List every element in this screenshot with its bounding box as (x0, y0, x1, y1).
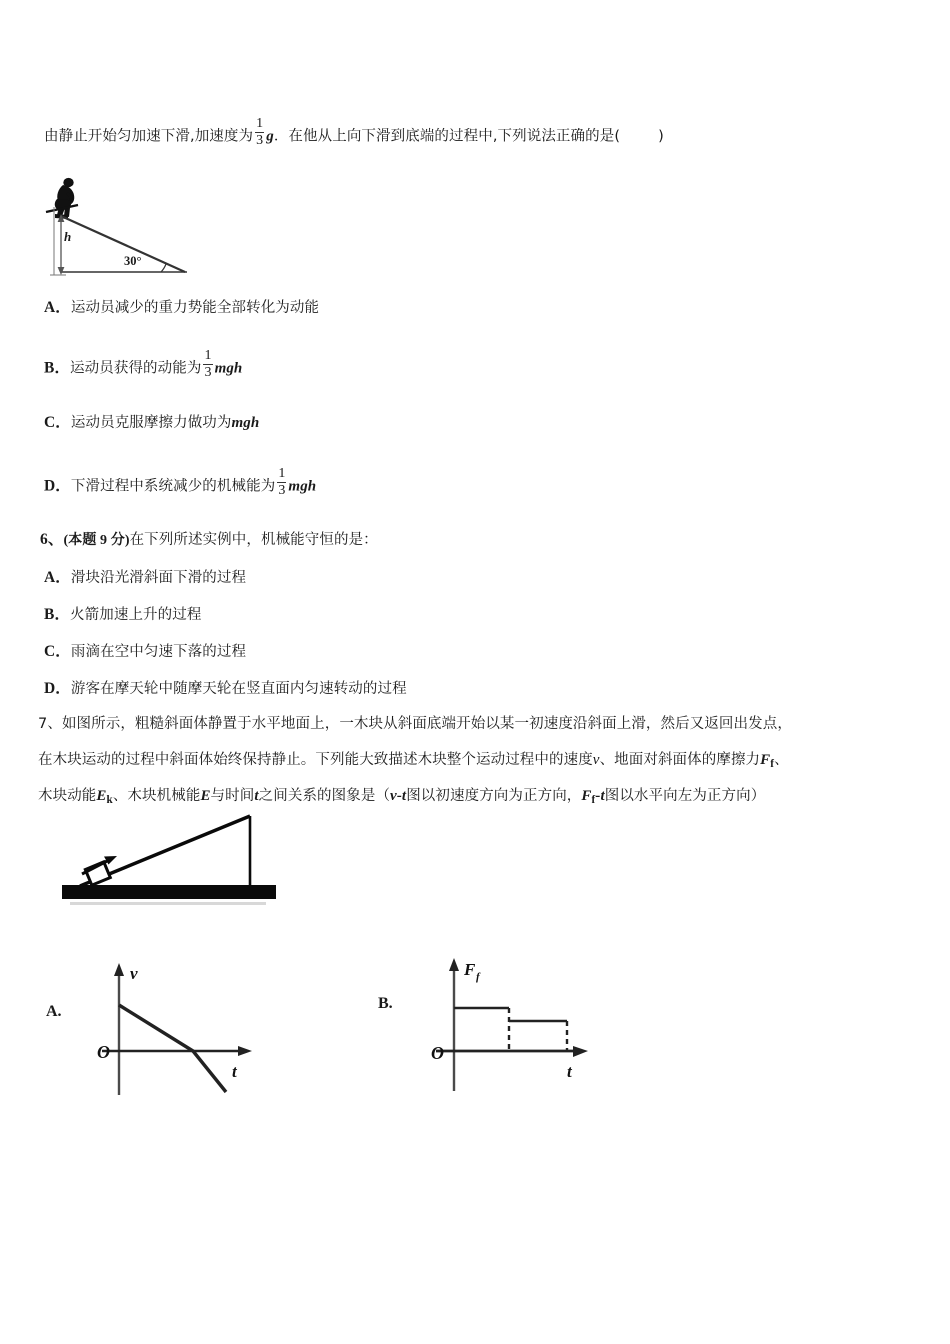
fraction-denominator: 3 (204, 365, 212, 381)
skier-silhouette (55, 178, 75, 219)
hyphen-2: - (595, 788, 601, 804)
option-d-text: 游客在摩天轮中随摩天轮在竖直面内匀速转动的过程 (70, 681, 407, 697)
question6-option-a[interactable] (44, 567, 246, 589)
question7-line2-text: 在木块运动的过程中斜面体始终保持静止。下列能大致描述木块整个运动过程中的速度 (38, 752, 593, 768)
option-a-text: 运动员减少的重力势能全部转化为动能 (70, 300, 320, 316)
question7-line2-text-c: 、 (774, 752, 789, 768)
y-axis-label: F (464, 960, 476, 979)
height-label: h (64, 229, 72, 244)
skier-incline-diagram (44, 172, 224, 287)
question7-line3-text-b: 、木块机械能 (112, 788, 201, 804)
incline-surface (61, 216, 185, 272)
question7-line3-text-c: 与时间 (210, 788, 255, 804)
symbol-v-2: v (390, 788, 397, 804)
fraction-denominator: 3 (256, 133, 264, 149)
question7-graph-option-a[interactable] (46, 955, 296, 1100)
symbol-t-3: t (600, 788, 605, 804)
option-d-suffix: mgh (288, 478, 317, 495)
origin-label: O (431, 1043, 444, 1063)
y-axis-arrowhead (449, 958, 459, 971)
x-axis-label: t (232, 1062, 237, 1081)
question6-points: (本题 9 分) (63, 533, 130, 548)
symbol-friction-force: F (760, 752, 771, 768)
question6-option-c[interactable] (44, 641, 246, 663)
velocity-curve (119, 1005, 226, 1092)
incline-block-diagram (58, 812, 298, 924)
option-b-text: 火箭加速上升的过程 (70, 607, 202, 623)
graph-option-b-label: B. (378, 995, 393, 1012)
fraction-denominator: 3 (278, 483, 286, 499)
question6-stem (40, 529, 378, 551)
angle-arc (161, 264, 166, 272)
question5-option-d[interactable] (44, 466, 317, 501)
fraction-numerator: 1 (256, 116, 264, 132)
graph-option-a-label: A. (46, 1003, 62, 1020)
question6-option-b[interactable] (44, 604, 201, 626)
y-axis-arrowhead (114, 963, 124, 976)
option-a-text: 滑块沿光滑斜面下滑的过程 (70, 570, 247, 586)
option-d-label: D． (44, 680, 71, 697)
question5-option-a[interactable] (44, 297, 319, 319)
question7-line3-text-d: 之间关系的图象是（ (258, 788, 391, 804)
question7-line3-text-h: 图以水平向左为正方向） (604, 788, 766, 804)
option-d-text: 下滑过程中系统减少的机械能为 (70, 478, 276, 495)
question5-stem-part3: ) (658, 128, 664, 145)
question6-stem-text: 在下列所述实例中，机械能守恒的是： (129, 532, 378, 548)
angle-label: 30° (124, 254, 142, 268)
y-axis-label: v (130, 964, 138, 983)
fraction-numerator: 1 (204, 348, 212, 364)
symbol-kinetic-energy: E (96, 788, 107, 804)
question7-stem-line2 (38, 749, 789, 772)
hyphen-1: - (396, 788, 402, 804)
symbol-v: v (592, 752, 600, 768)
symbol-friction-subscript-2: f (591, 793, 596, 806)
question5-stem-part1: 由静止开始匀加速下滑,加速度为 (44, 128, 254, 145)
option-b-fraction (202, 349, 213, 380)
question5-stem-part2: ．在他从上向下滑到底端的过程中,下列说法正确的是( (273, 128, 621, 145)
x-axis-arrowhead (238, 1046, 252, 1056)
option-c-label: C． (44, 414, 71, 431)
question7-stem-line3 (38, 785, 765, 808)
fraction-numerator: 1 (278, 466, 286, 482)
question5-option-b[interactable] (44, 348, 243, 383)
question5-stem (44, 116, 664, 151)
option-d-fraction (276, 467, 287, 498)
option-c-suffix: mgh (231, 415, 260, 431)
option-b-text: 运动员获得的动能为 (70, 360, 202, 377)
option-b-label: B． (44, 606, 71, 623)
option-a-label: A． (44, 299, 71, 316)
question7-number: 7、 (38, 716, 62, 732)
option-a-label: A． (44, 569, 71, 586)
question7-stem-line1 (38, 713, 792, 735)
symbol-mechanical-energy: E (200, 788, 211, 804)
ground-slab (62, 885, 276, 899)
symbol-friction-subscript: f (770, 757, 775, 770)
velocity-time-graph (74, 955, 274, 1105)
question7-graph-option-b[interactable] (378, 947, 628, 1097)
height-arrow-down (58, 267, 65, 275)
option-b-label: B． (44, 359, 71, 377)
option-c-label: C． (44, 643, 71, 660)
option-d-label: D． (44, 477, 71, 495)
question5-stem-fraction (254, 117, 265, 148)
question7-line3-text-f: 图以初速度方向为正方向， (406, 788, 582, 804)
origin-label: O (97, 1042, 110, 1062)
scan-artifact (70, 902, 266, 905)
x-axis-arrowhead (573, 1046, 588, 1057)
question5-stem-symbol-g: g (266, 128, 274, 145)
y-axis-label-subscript: f (476, 971, 480, 983)
symbol-kinetic-subscript: k (106, 793, 113, 806)
question6-number: 6、 (40, 531, 64, 548)
question6-option-d[interactable] (44, 678, 407, 700)
option-c-text: 运动员克服摩擦力做功为 (70, 415, 232, 431)
question7-line3-text-a: 木块动能 (38, 788, 97, 804)
question7-line1-text: 如图所示，粗糙斜面体静置于水平地面上，一木块从斜面底端开始以某一初速度沿斜面上滑，然后又返回出发点， (61, 716, 792, 732)
friction-time-graph (406, 947, 616, 1102)
symbol-t-2: t (401, 788, 407, 804)
question5-option-c[interactable] (44, 412, 259, 435)
symbol-friction-force-2: F (581, 788, 592, 804)
question7-line2-text-b: 、地面对斜面体的摩擦力 (599, 752, 761, 768)
symbol-time: t (254, 788, 259, 804)
x-axis-label: t (567, 1062, 572, 1081)
option-c-text: 雨滴在空中匀速下落的过程 (70, 644, 247, 660)
option-b-suffix: mgh (214, 360, 243, 377)
